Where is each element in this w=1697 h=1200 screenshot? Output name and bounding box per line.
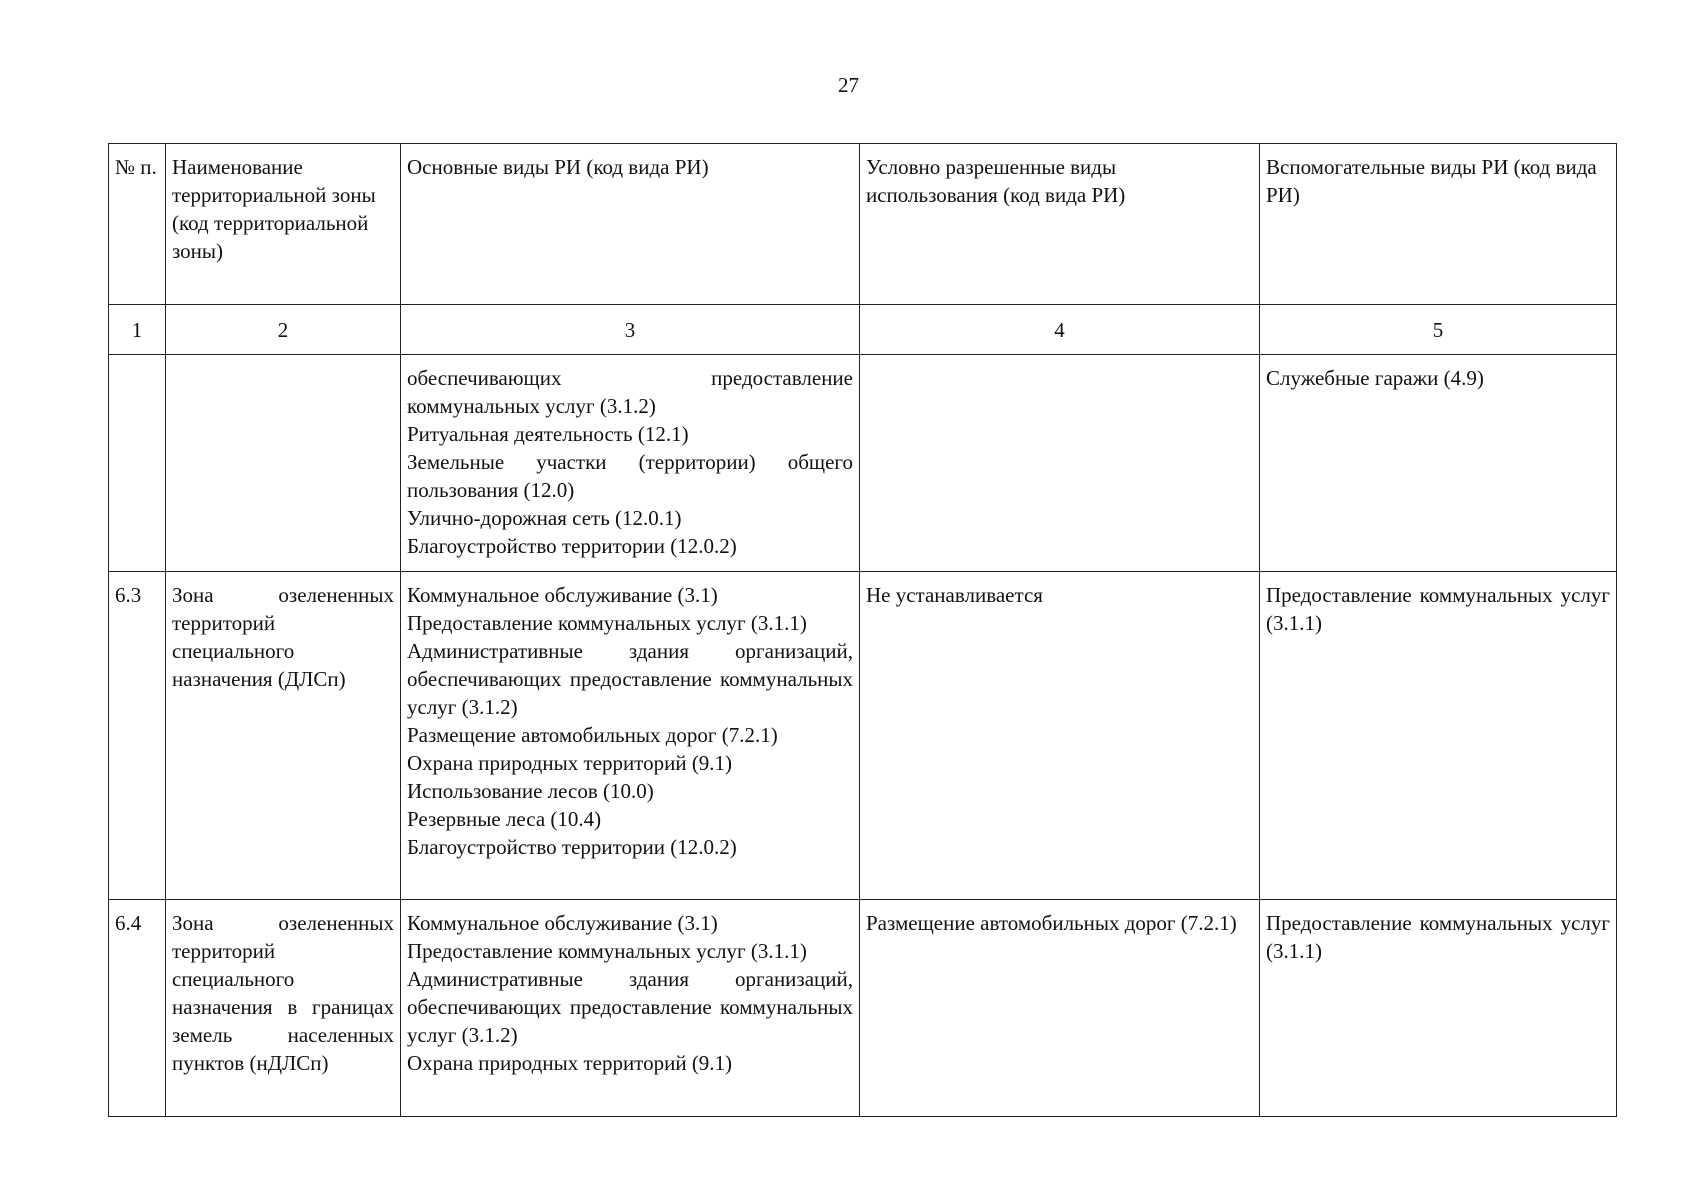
conditional-uses xyxy=(860,572,1260,900)
table-row xyxy=(109,572,1617,900)
column-number: 3 xyxy=(401,305,860,355)
main-use-item: Административные здания организаций, обеспечивающих предоставление коммунальных услуг (3.1.2) xyxy=(407,639,853,719)
main-use-item: Административные здания организаций, обеспечивающих предоставление коммунальных услуг (3.1.2) xyxy=(407,967,853,1047)
zone-name xyxy=(166,572,401,900)
column-number: 5 xyxy=(1260,305,1617,355)
row-number xyxy=(109,355,166,572)
header-number: № п. xyxy=(109,144,166,305)
table-row xyxy=(109,355,1617,572)
row-number: 6.4 xyxy=(109,900,166,1117)
main-use-item: Размещение автомобильных дорог (7.2.1) xyxy=(407,723,778,747)
row-number: 6.3 xyxy=(109,572,166,900)
column-number: 4 xyxy=(860,305,1260,355)
zone-name-text: Зона озелененных территорий специального назначения (ДЛСп) xyxy=(172,583,394,691)
main-use-item: Улично-дорожная сеть (12.0.1) xyxy=(407,506,682,530)
main-use-item: пользования (12.0) xyxy=(407,478,575,502)
page-number: 27 xyxy=(838,73,859,97)
header-auxiliary-uses: Вспомогательные виды РИ (код вида РИ) xyxy=(1260,144,1617,305)
header-zone-name: Наименование территориальной зоны (код территориальной зоны) xyxy=(166,144,401,305)
main-use-item: Коммунальное обслуживание (3.1) xyxy=(407,583,718,607)
header-main-uses: Основные виды РИ (код вида РИ) xyxy=(401,144,860,305)
main-use-item: Использование лесов (10.0) xyxy=(407,779,654,803)
main-use-item: Предоставление коммунальных услуг (3.1.1) xyxy=(407,939,807,963)
main-uses xyxy=(401,900,860,1117)
main-use-item: коммунальных услуг (3.1.2) xyxy=(407,394,656,418)
zone-name xyxy=(166,355,401,572)
zoning-table xyxy=(108,143,1617,1117)
main-uses xyxy=(401,572,860,900)
main-use-item: Благоустройство территории (12.0.2) xyxy=(407,835,737,859)
column-number-row xyxy=(109,305,1617,355)
zone-name-text: Зона озелененных территорий специального назначения в границах земель населенных пунктов (нДЛСп) xyxy=(172,911,394,1075)
main-use-item: Резервные леса (10.4) xyxy=(407,807,602,831)
main-use-item: Охрана природных территорий (9.1) xyxy=(407,1051,733,1075)
auxiliary-use-text: Предоставление коммунальных услуг (3.1.1) xyxy=(1266,583,1610,635)
table-row xyxy=(109,900,1617,1117)
header-conditional-uses: Условно разрешенные виды использования (код вида РИ) xyxy=(860,144,1260,305)
column-number: 2 xyxy=(166,305,401,355)
main-use-item: Благоустройство территории (12.0.2) xyxy=(407,534,737,558)
main-use-item: Земельные участки (территории) общего xyxy=(407,450,853,474)
main-uses xyxy=(401,355,860,572)
conditional-uses xyxy=(860,355,1260,572)
main-use-item: Ритуальная деятельность (12.1) xyxy=(407,422,689,446)
auxiliary-uses: Служебные гаражи (4.9) xyxy=(1260,355,1617,572)
main-use-item: обеспечивающих предоставление xyxy=(407,366,853,390)
auxiliary-use-text: Предоставление коммунальных услуг (3.1.1) xyxy=(1266,911,1610,963)
conditional-use-text: Размещение автомобильных дорог (7.2.1) xyxy=(866,911,1237,935)
main-use-item: Предоставление коммунальных услуг (3.1.1) xyxy=(407,611,807,635)
zone-name xyxy=(166,900,401,1117)
conditional-use-text: Не устанавливается xyxy=(866,583,1043,607)
main-use-item: Охрана природных территорий (9.1) xyxy=(407,751,733,775)
table-header-row xyxy=(109,144,1617,305)
auxiliary-uses xyxy=(1260,572,1617,900)
column-number: 1 xyxy=(109,305,166,355)
auxiliary-uses xyxy=(1260,900,1617,1117)
main-use-item: Коммунальное обслуживание (3.1) xyxy=(407,911,718,935)
conditional-uses xyxy=(860,900,1260,1117)
